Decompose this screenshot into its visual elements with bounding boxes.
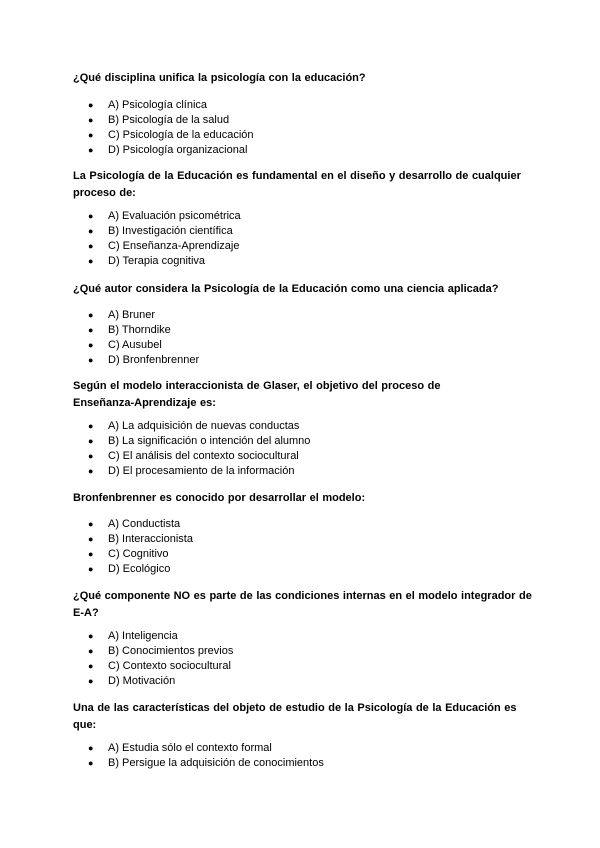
option-item: ● C) Ausubel (88, 339, 162, 351)
bullet-icon: ● (88, 519, 94, 529)
option-item: ● C) Psicología de la educación (88, 129, 254, 141)
question-block-1 (73, 70, 533, 158)
bullet-icon: ● (88, 256, 94, 266)
question-block-4 (73, 378, 533, 479)
question-text: La Psicología de la Educación es fundamental en el diseño y desarrollo de cualquier proceso de: (73, 170, 521, 199)
bullet-icon: ● (88, 451, 94, 461)
question-text: ¿Qué autor considera la Psicología de la Educación como una ciencia aplicada? (73, 283, 499, 295)
bullet-icon: ● (88, 241, 94, 251)
option-item: ● A) Inteligencia (88, 630, 178, 642)
options-list (73, 629, 533, 689)
bullet-icon: ● (88, 549, 94, 559)
option-item: ● B) La significación o intención del alumno (88, 435, 311, 447)
option-item: ● B) Investigación científica (88, 225, 233, 237)
option-item: ● C) Enseñanza-Aprendizaje (88, 240, 240, 252)
bullet-icon: ● (88, 758, 94, 768)
bullet-icon: ● (88, 661, 94, 671)
bullet-icon: ● (88, 631, 94, 641)
options-list (73, 209, 533, 269)
option-item: ● A) La adquisición de nuevas conductas (88, 420, 300, 432)
options-list (73, 419, 533, 479)
option-item: ● D) Bronfenbrenner (88, 354, 200, 366)
options-list (73, 308, 533, 368)
options-list (73, 98, 533, 158)
question-block-7 (73, 700, 533, 771)
bullet-icon: ● (88, 226, 94, 236)
bullet-icon: ● (88, 534, 94, 544)
option-item: ● A) Psicología clínica (88, 99, 208, 111)
option-item: ● D) Ecológico (88, 563, 171, 575)
question-text: Según el modelo interaccionista de Glaser, el objetivo del proceso de Enseñanza-Aprendizaje es: (73, 380, 441, 409)
bullet-icon: ● (88, 115, 94, 125)
option-item: ● C) El análisis del contexto sociocultural (88, 450, 299, 462)
option-item: ● A) Estudia sólo el contexto formal (88, 742, 272, 754)
bullet-icon: ● (88, 564, 94, 574)
bullet-icon: ● (88, 340, 94, 350)
options-list (73, 741, 533, 771)
bullet-icon: ● (88, 676, 94, 686)
bullet-icon: ● (88, 421, 94, 431)
bullet-icon: ● (88, 646, 94, 656)
option-item: ● B) Interaccionista (88, 533, 193, 545)
question-text: Una de las características del objeto de estudio de la Psicología de la Educación es que: (73, 702, 517, 731)
option-item: ● A) Conductista (88, 518, 181, 530)
bullet-icon: ● (88, 100, 94, 110)
bullet-icon: ● (88, 130, 94, 140)
options-list (73, 517, 533, 577)
question-text: ¿Qué disciplina unifica la psicología con la educación? (73, 72, 366, 84)
question-block-6 (73, 588, 533, 689)
bullet-icon: ● (88, 310, 94, 320)
option-item: ● B) Conocimientos previos (88, 645, 234, 657)
option-item: ● C) Contexto sociocultural (88, 660, 231, 672)
option-item: ● D) El procesamiento de la información (88, 465, 295, 477)
option-item: ● B) Persigue la adquisición de conocimientos (88, 757, 324, 769)
option-item: ● D) Terapia cognitiva (88, 255, 206, 267)
bullet-icon: ● (88, 436, 94, 446)
option-item: ● A) Evaluación psicométrica (88, 210, 241, 222)
question-block-2 (73, 168, 533, 269)
bullet-icon: ● (88, 355, 94, 365)
question-block-3 (73, 281, 533, 368)
bullet-icon: ● (88, 743, 94, 753)
bullet-icon: ● (88, 466, 94, 476)
option-item: ● B) Psicología de la salud (88, 114, 230, 126)
option-item: ● A) Bruner (88, 309, 156, 321)
bullet-icon: ● (88, 145, 94, 155)
bullet-icon: ● (88, 325, 94, 335)
option-item: ● C) Cognitivo (88, 548, 169, 560)
option-item: ● B) Thorndike (88, 324, 171, 336)
question-block-5 (73, 490, 533, 577)
question-text: ¿Qué componente NO es parte de las condiciones internas en el modelo integrador de E-A? (73, 590, 532, 619)
bullet-icon: ● (88, 211, 94, 221)
option-item: ● D) Motivación (88, 675, 176, 687)
question-text: Bronfenbrenner es conocido por desarrollar el modelo: (73, 492, 366, 504)
option-item: ● D) Psicología organizacional (88, 144, 248, 156)
